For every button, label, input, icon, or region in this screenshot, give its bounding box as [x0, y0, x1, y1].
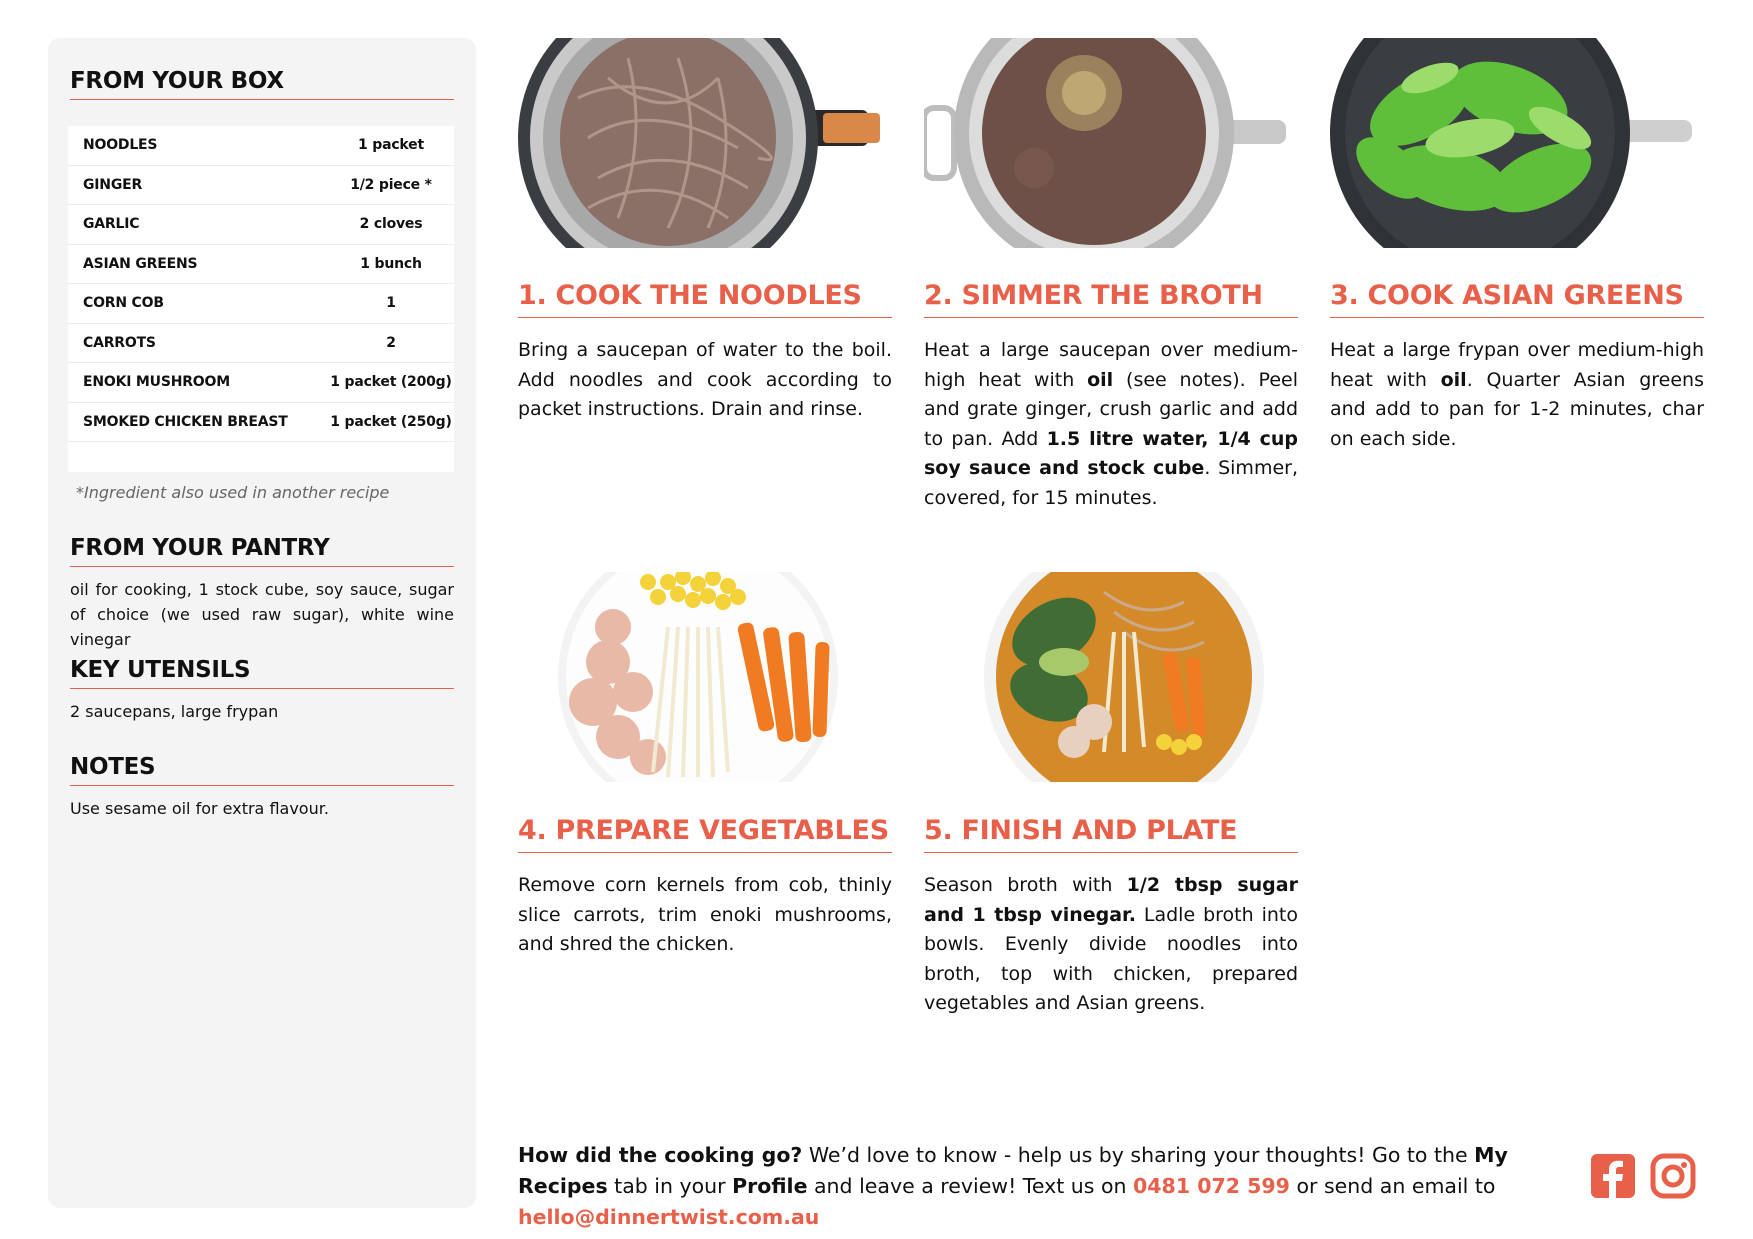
step-4-title: 4. PREPARE VEGETABLES [518, 815, 892, 853]
from-your-pantry-title: FROM YOUR PANTRY [70, 535, 454, 567]
step-3-text [1330, 336, 1704, 454]
contact-link[interactable]: 0481 072 599 [1133, 1174, 1290, 1198]
ingredient-name: CORN COB [83, 295, 164, 312]
ingredient-name: GARLIC [83, 216, 140, 233]
bold-text: 1/2 tbsp sugar and 1 tbsp vinegar. [924, 874, 1298, 926]
bold-text: My Recipes [518, 1143, 1508, 1198]
key-utensils-title: KEY UTENSILS [70, 657, 454, 689]
step-1-title: 1. COOK THE NOODLES [518, 280, 892, 318]
text-run: Heat a large frypan over medium-high heat with [1330, 339, 1704, 391]
step-3-photo [1330, 38, 1692, 248]
from-your-box-title: FROM YOUR BOX [70, 68, 454, 100]
bold-text: Profile [732, 1174, 808, 1198]
ingredient-qty: 1 packet [358, 137, 424, 154]
text-run: Remove corn kernels from cob, thinly slice carrots, trim enoki mushrooms, and shred the chicken. [518, 874, 892, 955]
ingredient-name: NOODLES [83, 137, 158, 154]
ingredient-row [68, 126, 454, 166]
text-run: Heat a large saucepan over medium-high heat with [924, 339, 1298, 391]
step-4-text [518, 871, 892, 960]
ingredient-name: ASIAN GREENS [83, 255, 198, 272]
text-run: . Quarter Asian greens and add to pan for 1-2 minutes, char on each side. [1330, 368, 1704, 450]
step-1-text [518, 336, 892, 425]
step-2-photo [924, 38, 1286, 248]
ingredient-row [68, 403, 454, 443]
ingredient-name: ENOKI MUSHROOM [83, 374, 230, 391]
step-5-text [924, 871, 1298, 1019]
ingredient-row [68, 284, 454, 324]
text-run: tab in your [607, 1174, 733, 1198]
facebook-icon[interactable] [1590, 1153, 1636, 1199]
feedback-footer [518, 1140, 1578, 1233]
ingredient-row [68, 245, 454, 285]
step-2-title: 2. SIMMER THE BROTH [924, 280, 1298, 318]
ingredient-row [68, 363, 454, 403]
ingredient-name: GINGER [83, 176, 143, 193]
step-5-title: 5. FINISH AND PLATE [924, 815, 1298, 853]
notes-text: Use sesame oil for extra flavour. [70, 799, 329, 818]
ingredient-name: CARROTS [83, 334, 156, 351]
bold-text: oil [1440, 368, 1467, 391]
text-run: . Simmer, covered, for 15 minutes. [924, 457, 1298, 509]
step-5-photo [924, 572, 1286, 782]
utensils-text: 2 saucepans, large frypan [70, 702, 279, 721]
ingredient-qty: 2 [386, 334, 396, 351]
text-run: Ladle broth into bowls. Evenly divide noodles into broth, top with chicken, prepared vegetables and Asian greens. [924, 903, 1298, 1014]
ingredient-qty: 1 packet (200g) [330, 374, 452, 391]
text-run: or send an email to [1289, 1174, 1496, 1198]
ingredient-name: SMOKED CHICKEN BREAST [83, 413, 288, 430]
ingredient-qty: 1/2 piece * [350, 176, 432, 193]
text-run: We’d love to know - help us by sharing your thoughts! Go to the [802, 1143, 1475, 1167]
step-1-photo [518, 38, 880, 248]
contact-link[interactable]: hello@dinnertwist.com.au [518, 1205, 820, 1229]
ingredient-row [68, 205, 454, 245]
text-run: Bring a saucepan of water to the boil. Add noodles and cook according to packet instructions. Drain and rinse. [518, 339, 892, 420]
step-2-text [924, 336, 1298, 513]
ingredient-qty: 2 cloves [359, 216, 423, 233]
ingredient-qty: 1 bunch [360, 255, 422, 272]
ingredient-row [68, 324, 454, 364]
ingredients-sidebar [48, 38, 476, 1208]
ingredient-note: *Ingredient also used in another recipe [76, 483, 390, 502]
ingredients-table [68, 126, 454, 472]
text-run: (see notes). Peel and grate ginger, crush garlic and add to pan. Add [924, 368, 1298, 450]
ingredient-qty: 1 [386, 295, 396, 312]
instagram-icon[interactable] [1650, 1153, 1696, 1199]
step-3-title: 3. COOK ASIAN GREENS [1330, 280, 1704, 318]
ingredient-qty: 1 packet (250g) [330, 413, 452, 430]
text-run: Season broth with [924, 874, 1127, 896]
bold-text: oil [1087, 368, 1114, 391]
step-4-photo [518, 572, 880, 782]
bold-text: 1.5 litre water, 1/4 cup soy sauce and stock cube [924, 427, 1299, 479]
text-run: and leave a review! Text us on [807, 1174, 1134, 1198]
pantry-text: oil for cooking, 1 stock cube, soy sauce, sugar of choice (we used raw sugar), white wine vinegar [70, 580, 454, 649]
ingredient-row [68, 166, 454, 206]
bold-text: How did the cooking go? [518, 1143, 803, 1167]
notes-title: NOTES [70, 754, 454, 786]
